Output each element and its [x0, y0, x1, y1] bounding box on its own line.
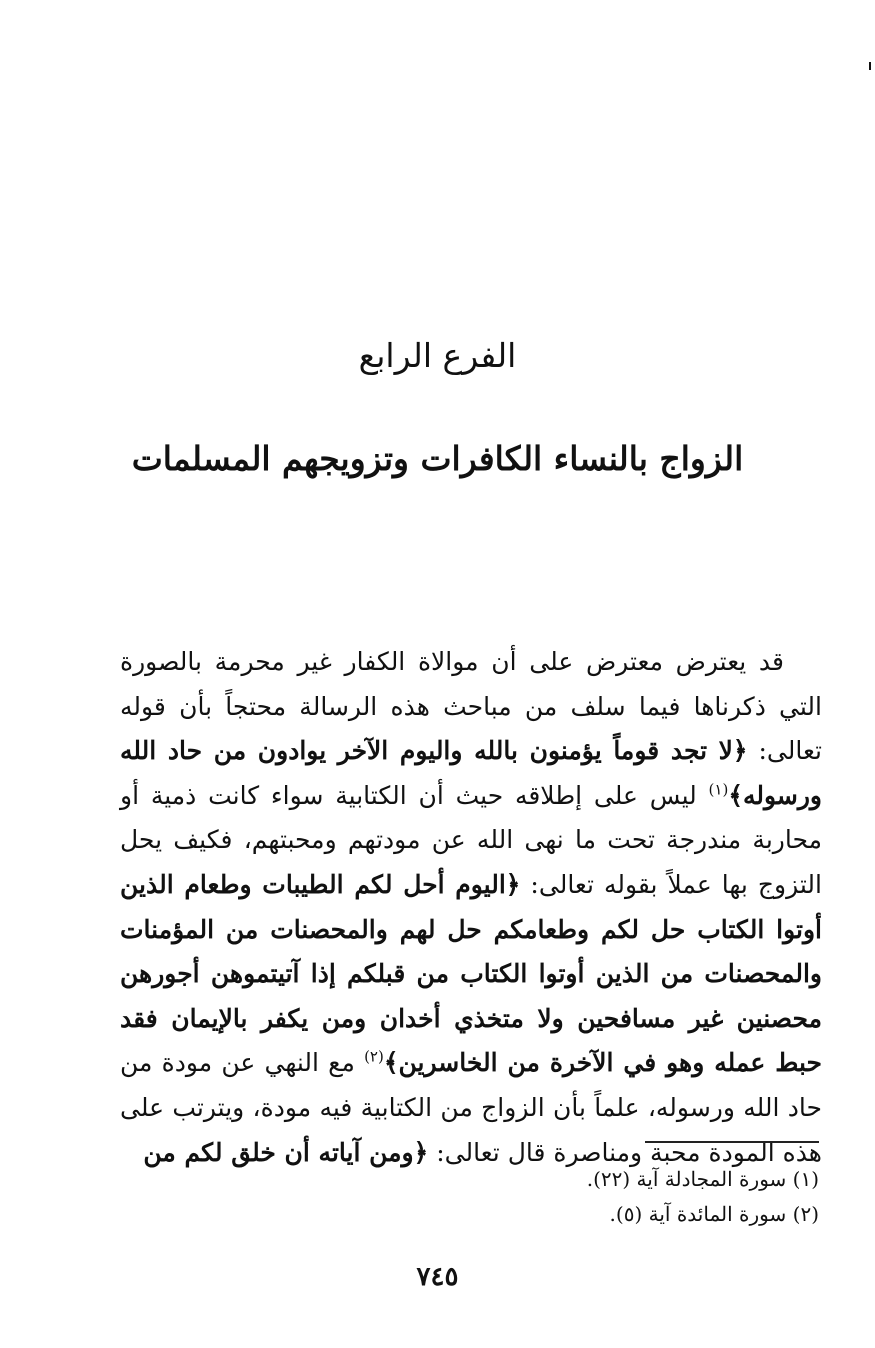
paragraph-text-2: ليس على إطلاقه حيث أن الكتابية سواء كانت ذمية أو محاربة مندرجة تحت ما نهى الله عن مودتهم ومحبتهم، فكيف يحل التزوج بها عملاً بقوله تعالى:: [120, 780, 822, 899]
quran-verse-2: ﴿اليوم أحل لكم الطيبات وطعام الذين أوتوا الكتاب حل لكم وطعامكم حل لهم والمحصنات من المؤمنات والمحصنات من الذين أوتوا الكتاب من قبلكم إذا آتيتموهن أجورهن محصنين غير مسافحين ولا متخذي أخدان ومن يكفر بالإيمان فقد حبط عمله وهو في الآخرة من الخاسرين﴾: [120, 869, 822, 1078]
section-label: الفرع الرابع: [358, 336, 517, 375]
paragraph-text-3: مع النهي عن مودة من حاد الله ورسوله، علماً بأن الزواج من الكتابية فيه مودة، ويترتب على هذه المودة محبة ومناصرة قال تعالى:: [120, 1048, 822, 1167]
paragraph-text-1: قد يعترض معترض على أن موالاة الكفار غير محرمة بالصورة التي ذكرناها فيما سلف من مباحث هذه الرسالة محتجاً بأن قوله تعالى:: [120, 647, 822, 766]
chapter-title: الزواج بالنساء الكافرات وتزويجهم المسلمات: [131, 439, 744, 478]
footnote-item: (١) سورة المجادلة آية (٢٢).: [586, 1167, 819, 1191]
scan-edge-mark: [869, 62, 871, 70]
footnotes-list: [119, 1162, 819, 1232]
footnote-divider: [645, 1141, 819, 1143]
quran-verse-1: ﴿لا تجد قوماً يؤمنون بالله واليوم الآخر يوادون من حاد الله ورسوله﴾: [120, 736, 822, 810]
footnote-reference-1[interactable]: (١): [708, 780, 729, 799]
page-number: ٧٤٥: [416, 1262, 459, 1292]
body-paragraph: [120, 640, 822, 1175]
quran-verse-3: ﴿ومن آياته أن خلق لكم من: [143, 1137, 429, 1167]
footnote-reference-2[interactable]: (٢): [364, 1048, 384, 1067]
footnote-item: (٢) سورة المائدة آية (٥).: [609, 1202, 819, 1226]
